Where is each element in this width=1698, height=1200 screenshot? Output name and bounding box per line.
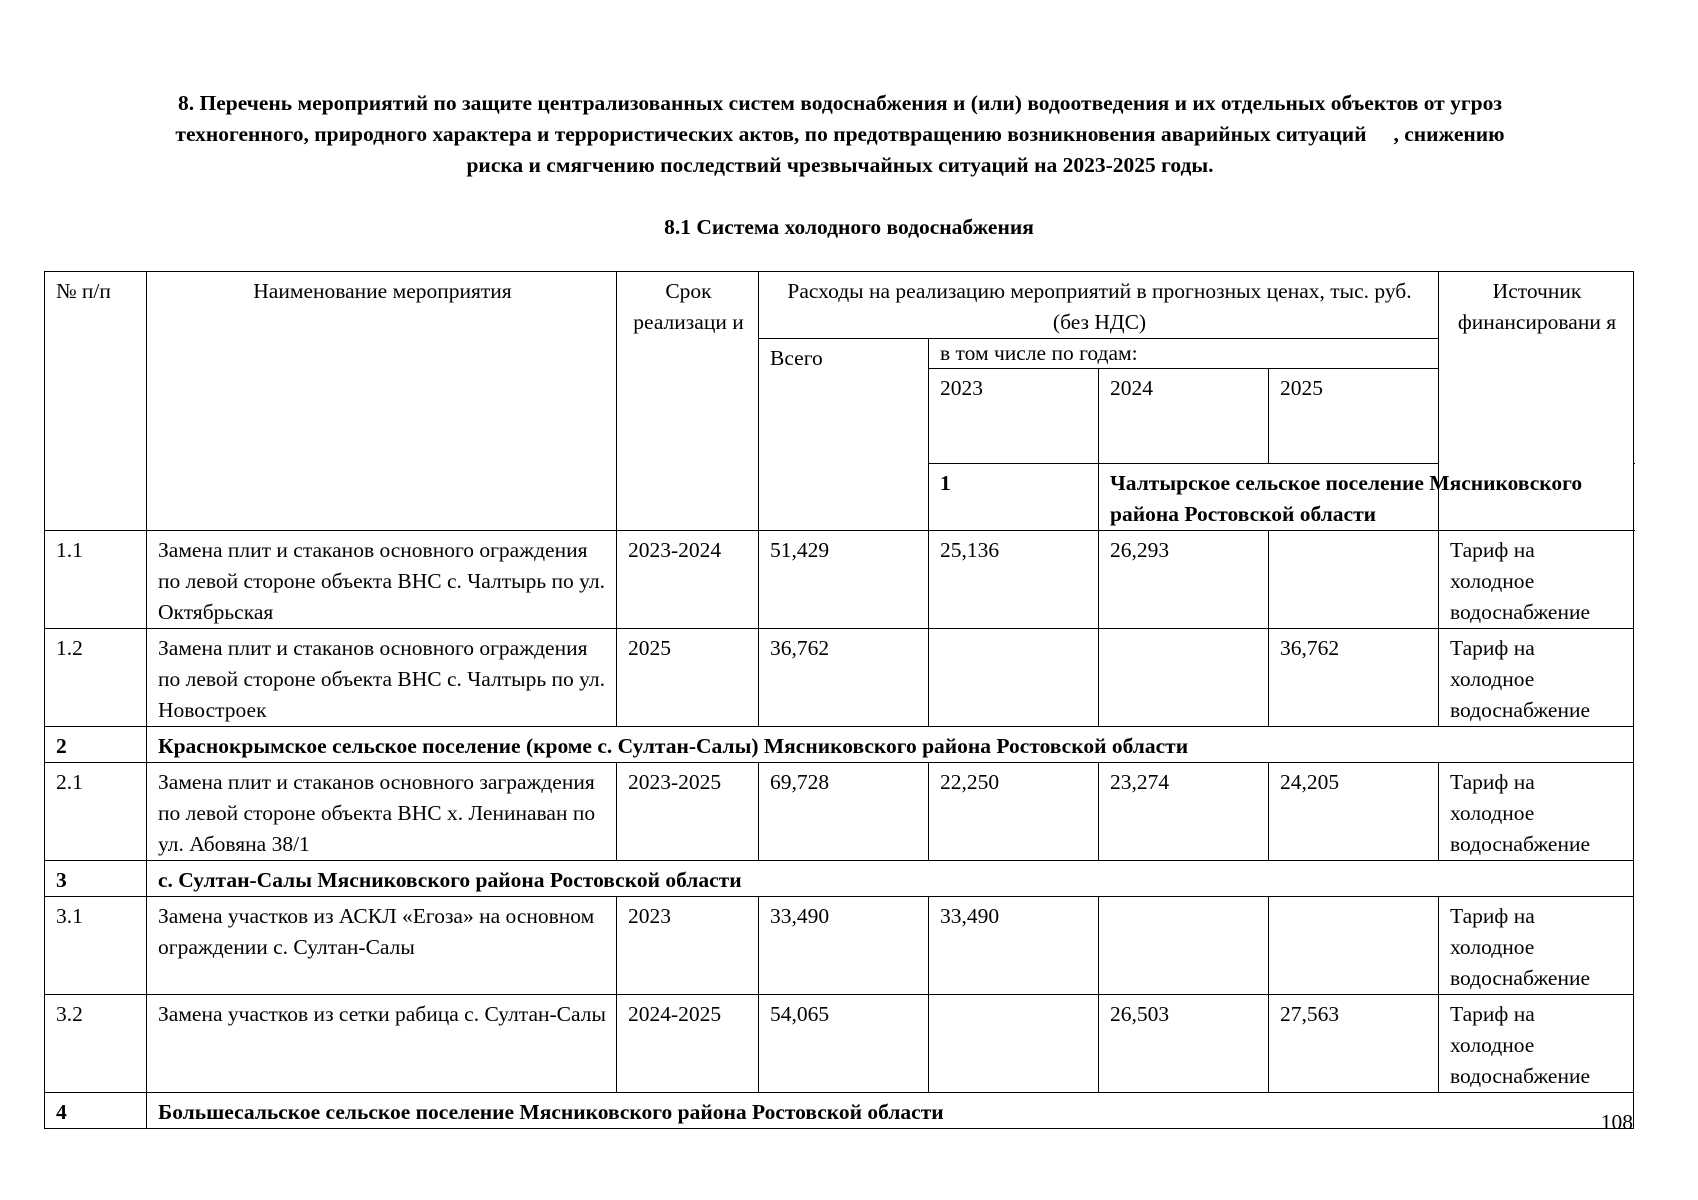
section-title: Большесальское сельское поселение Мясниковского района Ростовской области bbox=[147, 1093, 1634, 1129]
section-num: 4 bbox=[45, 1093, 147, 1129]
heading-line-2: техногенного, природного характера и террористических актов, по предотвращению возникновения аварийных ситуаций , снижению bbox=[175, 122, 1505, 146]
row-source: Тариф на холодное водоснабжение bbox=[1439, 763, 1634, 861]
header-row-1 bbox=[45, 272, 1634, 339]
section-title: с. Султан-Салы Мясниковского района Ростовской области bbox=[147, 861, 1634, 897]
row-2024: 26,293 bbox=[1099, 531, 1269, 629]
row-2023 bbox=[929, 629, 1099, 727]
document-heading bbox=[60, 88, 1620, 181]
header-num: № п/п bbox=[45, 272, 147, 531]
row-num: 1.1 bbox=[45, 531, 147, 629]
measures-table bbox=[44, 271, 1634, 1129]
header-year-2023: 2023 bbox=[929, 369, 1099, 464]
row-2024: 23,274 bbox=[1099, 763, 1269, 861]
page-number: 108 bbox=[1600, 1110, 1633, 1134]
table-row bbox=[45, 763, 1634, 861]
row-source: Тариф на холодное водоснабжение bbox=[1439, 995, 1634, 1093]
row-name: Замена плит и стаканов основного ограждения по левой стороне объекта ВНС с. Чалтырь по ул. Новостроек bbox=[147, 629, 617, 727]
section-num: 2 bbox=[45, 727, 147, 763]
row-total: 36,762 bbox=[759, 629, 929, 727]
row-2025: 27,563 bbox=[1269, 995, 1439, 1093]
row-source: Тариф на холодное водоснабжение bbox=[1439, 629, 1634, 727]
section-num: 3 bbox=[45, 861, 147, 897]
row-term: 2025 bbox=[617, 629, 759, 727]
row-2024: 26,503 bbox=[1099, 995, 1269, 1093]
row-name: Замена участков из сетки рабица с. Султан-Салы bbox=[147, 995, 617, 1093]
table-row bbox=[45, 995, 1634, 1093]
row-num: 2.1 bbox=[45, 763, 147, 861]
table-row bbox=[45, 629, 1634, 727]
row-2024 bbox=[1099, 897, 1269, 995]
section-row bbox=[45, 861, 1634, 897]
row-total: 54,065 bbox=[759, 995, 929, 1093]
row-2025: 36,762 bbox=[1269, 629, 1439, 727]
table-row bbox=[45, 531, 1634, 629]
row-2025 bbox=[1269, 897, 1439, 995]
section-subheading: 8.1 Система холодного водоснабжения bbox=[664, 215, 1034, 239]
row-total: 51,429 bbox=[759, 531, 929, 629]
row-total: 69,728 bbox=[759, 763, 929, 861]
row-total: 33,490 bbox=[759, 897, 929, 995]
row-2023: 33,490 bbox=[929, 897, 1099, 995]
row-2023: 25,136 bbox=[929, 531, 1099, 629]
row-num: 3.2 bbox=[45, 995, 147, 1093]
section-title: Чалтырское сельское поселение Мясниковского района Ростовской области bbox=[1099, 464, 1634, 531]
row-term: 2023-2025 bbox=[617, 763, 759, 861]
row-term: 2024-2025 bbox=[617, 995, 759, 1093]
header-source: Источник финансировани я bbox=[1439, 272, 1634, 531]
row-2023 bbox=[929, 995, 1099, 1093]
section-row bbox=[45, 727, 1634, 763]
row-name: Замена плит и стаканов основного ограждения по левой стороне объекта ВНС с. Чалтырь по ул. Октябрьская bbox=[147, 531, 617, 629]
section-row bbox=[45, 1093, 1634, 1129]
heading-line-1: 8. Перечень мероприятий по защите централизованных систем водоснабжения и (или) водоотведения и их отдельных объектов от угроз bbox=[178, 91, 1502, 115]
row-num: 3.1 bbox=[45, 897, 147, 995]
header-term: Срок реализаци и bbox=[617, 272, 759, 531]
header-by-years: в том числе по годам: bbox=[929, 339, 1439, 369]
section-num: 1 bbox=[929, 464, 1099, 531]
row-2025 bbox=[1269, 531, 1439, 629]
row-num: 1.2 bbox=[45, 629, 147, 727]
row-source: Тариф на холодное водоснабжение bbox=[1439, 531, 1634, 629]
row-name: Замена участков из АСКЛ «Егоза» на основном ограждении с. Султан-Салы bbox=[147, 897, 617, 995]
header-year-2024: 2024 bbox=[1099, 369, 1269, 464]
table-row bbox=[45, 897, 1634, 995]
row-term: 2023 bbox=[617, 897, 759, 995]
header-year-2025: 2025 bbox=[1269, 369, 1439, 464]
header-name: Наименование мероприятия bbox=[147, 272, 617, 531]
row-2025: 24,205 bbox=[1269, 763, 1439, 861]
header-total: Всего bbox=[759, 339, 929, 531]
row-term: 2023-2024 bbox=[617, 531, 759, 629]
section-title: Краснокрымское сельское поселение (кроме с. Султан-Салы) Мясниковского района Ростовской области bbox=[147, 727, 1634, 763]
row-2023: 22,250 bbox=[929, 763, 1099, 861]
row-2024 bbox=[1099, 629, 1269, 727]
row-name: Замена плит и стаканов основного заграждения по левой стороне объекта ВНС х. Ленинаван по ул. Абовяна 38/1 bbox=[147, 763, 617, 861]
row-source: Тариф на холодное водоснабжение bbox=[1439, 897, 1634, 995]
heading-line-3: риска и смягчению последствий чрезвычайных ситуаций на 2023-2025 годы. bbox=[466, 153, 1214, 177]
header-costs: Расходы на реализацию мероприятий в прогнозных ценах, тыс. руб. (без НДС) bbox=[759, 272, 1439, 339]
